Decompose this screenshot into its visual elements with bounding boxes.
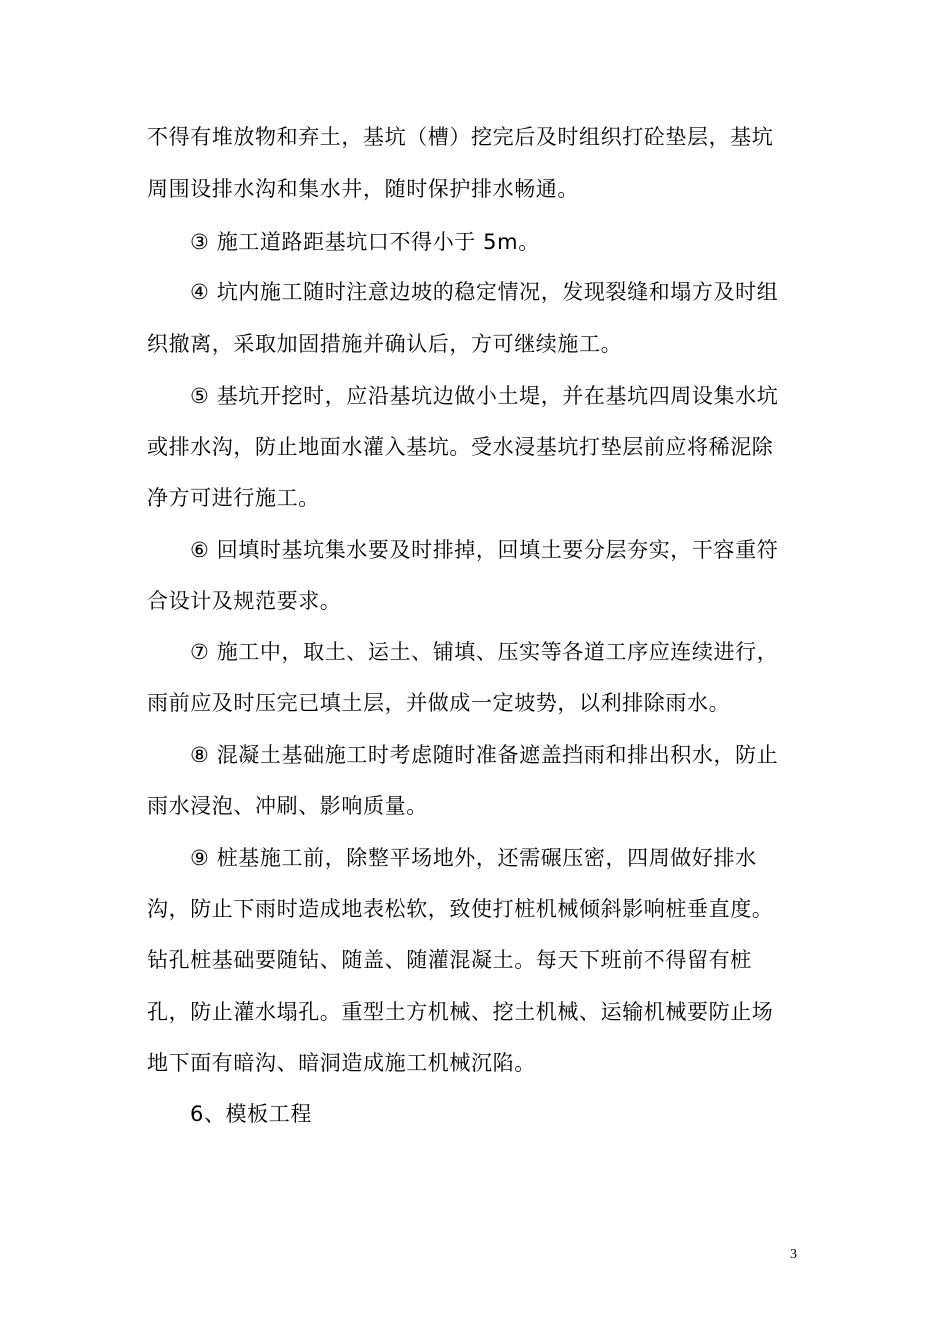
text-line-8: 净方可进行施工。 xyxy=(147,486,320,510)
text-line-15: ⑨ 桩基施工前，除整平场地外，还需碾压密，四周做好排水 xyxy=(190,846,757,870)
text-line-7: 或排水沟，防止地面水灌入基坑。受水浸基坑打垫层前应将稀泥除 xyxy=(147,435,774,459)
text-line-14: 雨水浸泡、冲刷、影响质量。 xyxy=(147,794,428,818)
text-line-17: 钻孔桩基础要随钻、随盖、随灌混凝土。每天下班前不得留有桩 xyxy=(147,948,752,972)
text-line-4: ④ 坑内施工随时注意边坡的稳定情况，发现裂缝和塌方及时组 xyxy=(190,280,779,304)
text-line-2: 周围设排水沟和集水井，随时保护排水畅通。 xyxy=(147,177,579,201)
text-line-1: 不得有堆放物和弃土，基坑（槽）挖完后及时组织打砼垫层，基坑 xyxy=(147,125,774,149)
page-number: 3 xyxy=(790,1247,797,1262)
text-line-11: ⑦ 施工中，取土、运土、铺填、压实等各道工序应连续进行， xyxy=(190,640,779,664)
text-line-5: 织撤离，采取加固措施并确认后，方可继续施工。 xyxy=(147,332,623,356)
text-line-12: 雨前应及时压完已填土层，并做成一定坡势，以利排除雨水。 xyxy=(147,691,731,715)
text-line-13: ⑧ 混凝土基础施工时考虑随时准备遮盖挡雨和排出积水，防止 xyxy=(190,743,779,767)
text-line-6: ⑤ 基坑开挖时，应沿基坑边做小土堤，并在基坑四周设集水坑 xyxy=(190,384,779,408)
text-line-10: 合设计及规范要求。 xyxy=(147,589,342,613)
text-line-16: 沟，防止下雨时造成地表松软，致使打桩机械倾斜影响桩垂直度。 xyxy=(147,897,774,921)
text-line-18: 孔，防止灌水塌孔。重型土方机械、挖土机械、运输机械要防止场 xyxy=(147,1000,774,1024)
text-line-9: ⑥ 回填时基坑集水要及时排掉，回填土要分层夯实，干容重符 xyxy=(190,538,779,562)
section-heading: 6、模板工程 xyxy=(190,1102,312,1126)
text-line-3: ③ 施工道路距基坑口不得小于 5m。 xyxy=(190,230,540,254)
text-line-19: 地下面有暗沟、暗洞造成施工机械沉陷。 xyxy=(147,1051,536,1075)
